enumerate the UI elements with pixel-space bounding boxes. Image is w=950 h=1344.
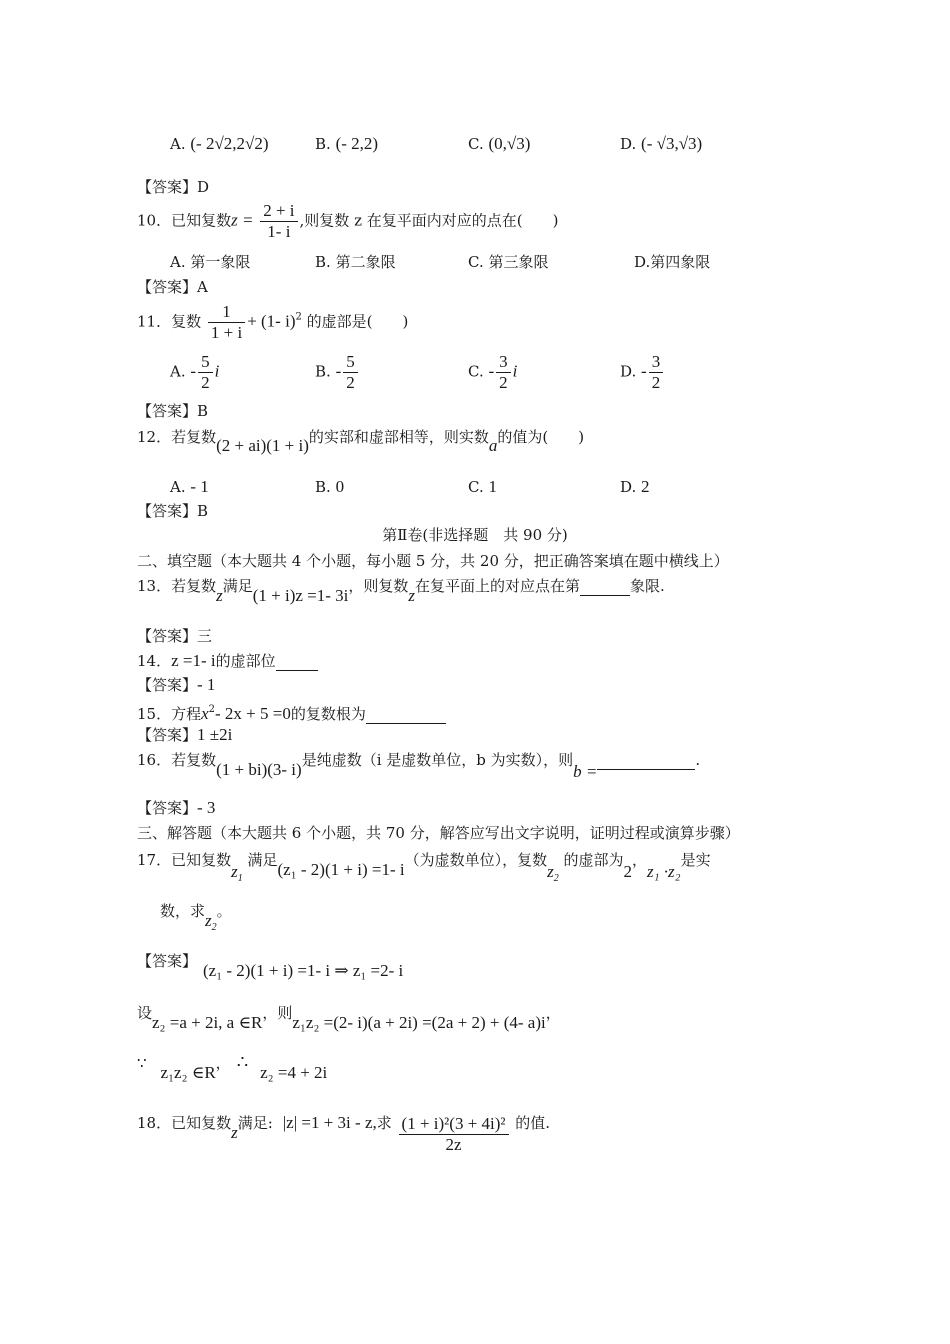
q12-stem: 12．若复数(2 + ai)(1 + i)的实部和虚部相等，则实数a的值为( ) bbox=[137, 428, 585, 455]
q17-stem: 17．已知复数$z_1$ 满足(z₁ - 2)(1 + i) =1- i（为虚数单位），复数$z_2$ 的虚部为2，z₁ ·z₂是实 bbox=[137, 851, 711, 884]
section-fill-in: 二、填空题（本大题共 4 个小题，每小题 5 分，共 20 分，把正确答案填在题中横线上） bbox=[137, 552, 729, 570]
q12-option-b: B. 0 bbox=[315, 477, 345, 496]
q10-answer: 【答案】A bbox=[137, 278, 208, 296]
q15-blank[interactable] bbox=[366, 707, 446, 724]
q14-answer: 【答案】- 1 bbox=[137, 675, 216, 694]
q13-stem: 13．若复数z满足(1 + i)z =1- 3i，则复数z在复平面上的对应点在第 象限. bbox=[137, 577, 665, 605]
q18-stem: 18．已知复数z满足: |z| =1 + 3i - z,求 $\frac{\text{(1 + i)²(3 + 4i)²}}{2z}$ 的值. bbox=[137, 1113, 551, 1154]
q12-answer: 【答案】B bbox=[137, 502, 209, 520]
q9-option-b: B. (- 2,2) bbox=[315, 134, 379, 153]
q11-answer: 【答案】B bbox=[137, 402, 209, 420]
q10-option-a: A. 第一象限 bbox=[170, 253, 251, 271]
q16-blank[interactable] bbox=[597, 753, 695, 770]
q9-answer: 【答案】D bbox=[137, 178, 210, 196]
q17-answer-line2: 设z₂ =a + 2i, a ∈R，则z₁z₂ =(2- i)(a + 2i) =(2a + 2) + (4- a)i， bbox=[137, 1004, 561, 1032]
q11-stem: 11．复数 $\frac{1}{1 + i}$ + (1- i)$^2$ 的虚部是( ) bbox=[137, 302, 409, 342]
q16-answer: 【答案】- 3 bbox=[137, 798, 216, 817]
q10-stem: 10．已知复数z = $\frac{2 + i}{1- i}$ ,则复数 z 在复平面内对应的点在( ) bbox=[137, 201, 559, 241]
q12-option-c: C. 1 bbox=[468, 477, 497, 496]
q10-option-d: D.第四象限 bbox=[634, 253, 711, 271]
q17-answer-line1: 【答案】 (z₁ - 2)(1 + i) =1- i ⇒ z₁ =2- i bbox=[137, 952, 404, 980]
q10-fraction: $\frac{2 + i}{1- i}$ bbox=[260, 201, 297, 242]
q12-option-d: D. 2 bbox=[620, 477, 650, 496]
q15-answer: 【答案】1 ±2i bbox=[137, 725, 233, 744]
q17-answer-line3: ∵ z₁z₂ ∈R， ∴ z₂ =4 + 2i bbox=[137, 1052, 328, 1082]
q9-option-d: D. (- √3,√3) bbox=[620, 134, 703, 153]
q13-blank[interactable] bbox=[580, 579, 630, 596]
q11-option-c: C. - $\frac{3}{2}$ i bbox=[468, 352, 518, 392]
q13-answer: 【答案】三 bbox=[137, 627, 213, 645]
q9-option-a: A. (- 2√2,2√2) bbox=[170, 134, 269, 153]
q12-option-a: A. - 1 bbox=[170, 477, 209, 496]
q14-stem: 14．z =1- i的虚部位 bbox=[137, 651, 318, 671]
q14-blank[interactable] bbox=[276, 654, 318, 671]
q11-option-a: A. - $\frac{5}{2}$ i bbox=[170, 352, 220, 392]
q10-option-c: C. 第三象限 bbox=[468, 253, 549, 271]
q9-option-c: C. (0,√3) bbox=[468, 134, 531, 153]
q17-stem-line2: 数，求$z_2$。 bbox=[160, 902, 232, 933]
q11-option-b: B. - $\frac{5}{2}$ bbox=[315, 352, 360, 393]
q10-option-b: B. 第二象限 bbox=[315, 253, 396, 271]
q11-option-d: D. - $\frac{3}{2}$ bbox=[620, 352, 665, 393]
q11-fraction: $\frac{1}{1 + i}$ bbox=[208, 302, 245, 343]
q15-stem: 15．方程$x^2-$ 2x + 5 =0的复数根为 bbox=[137, 700, 446, 724]
q16-stem: 16．若复数(1 + bi)(3- i)是纯虚数（i 是虚数单位，b 为实数），则b =. bbox=[137, 751, 701, 781]
part2-title: 第Ⅱ卷(非选择题 共 90 分) bbox=[382, 526, 568, 544]
section-solve: 三、解答题（本大题共 6 个小题，共 70 分，解答应写出文字说明，证明过程或演算步骤） bbox=[137, 824, 740, 842]
q18-fraction: $\frac{\text{(1 + i)²(3 + 4i)²}}{2z}$ bbox=[399, 1114, 509, 1155]
